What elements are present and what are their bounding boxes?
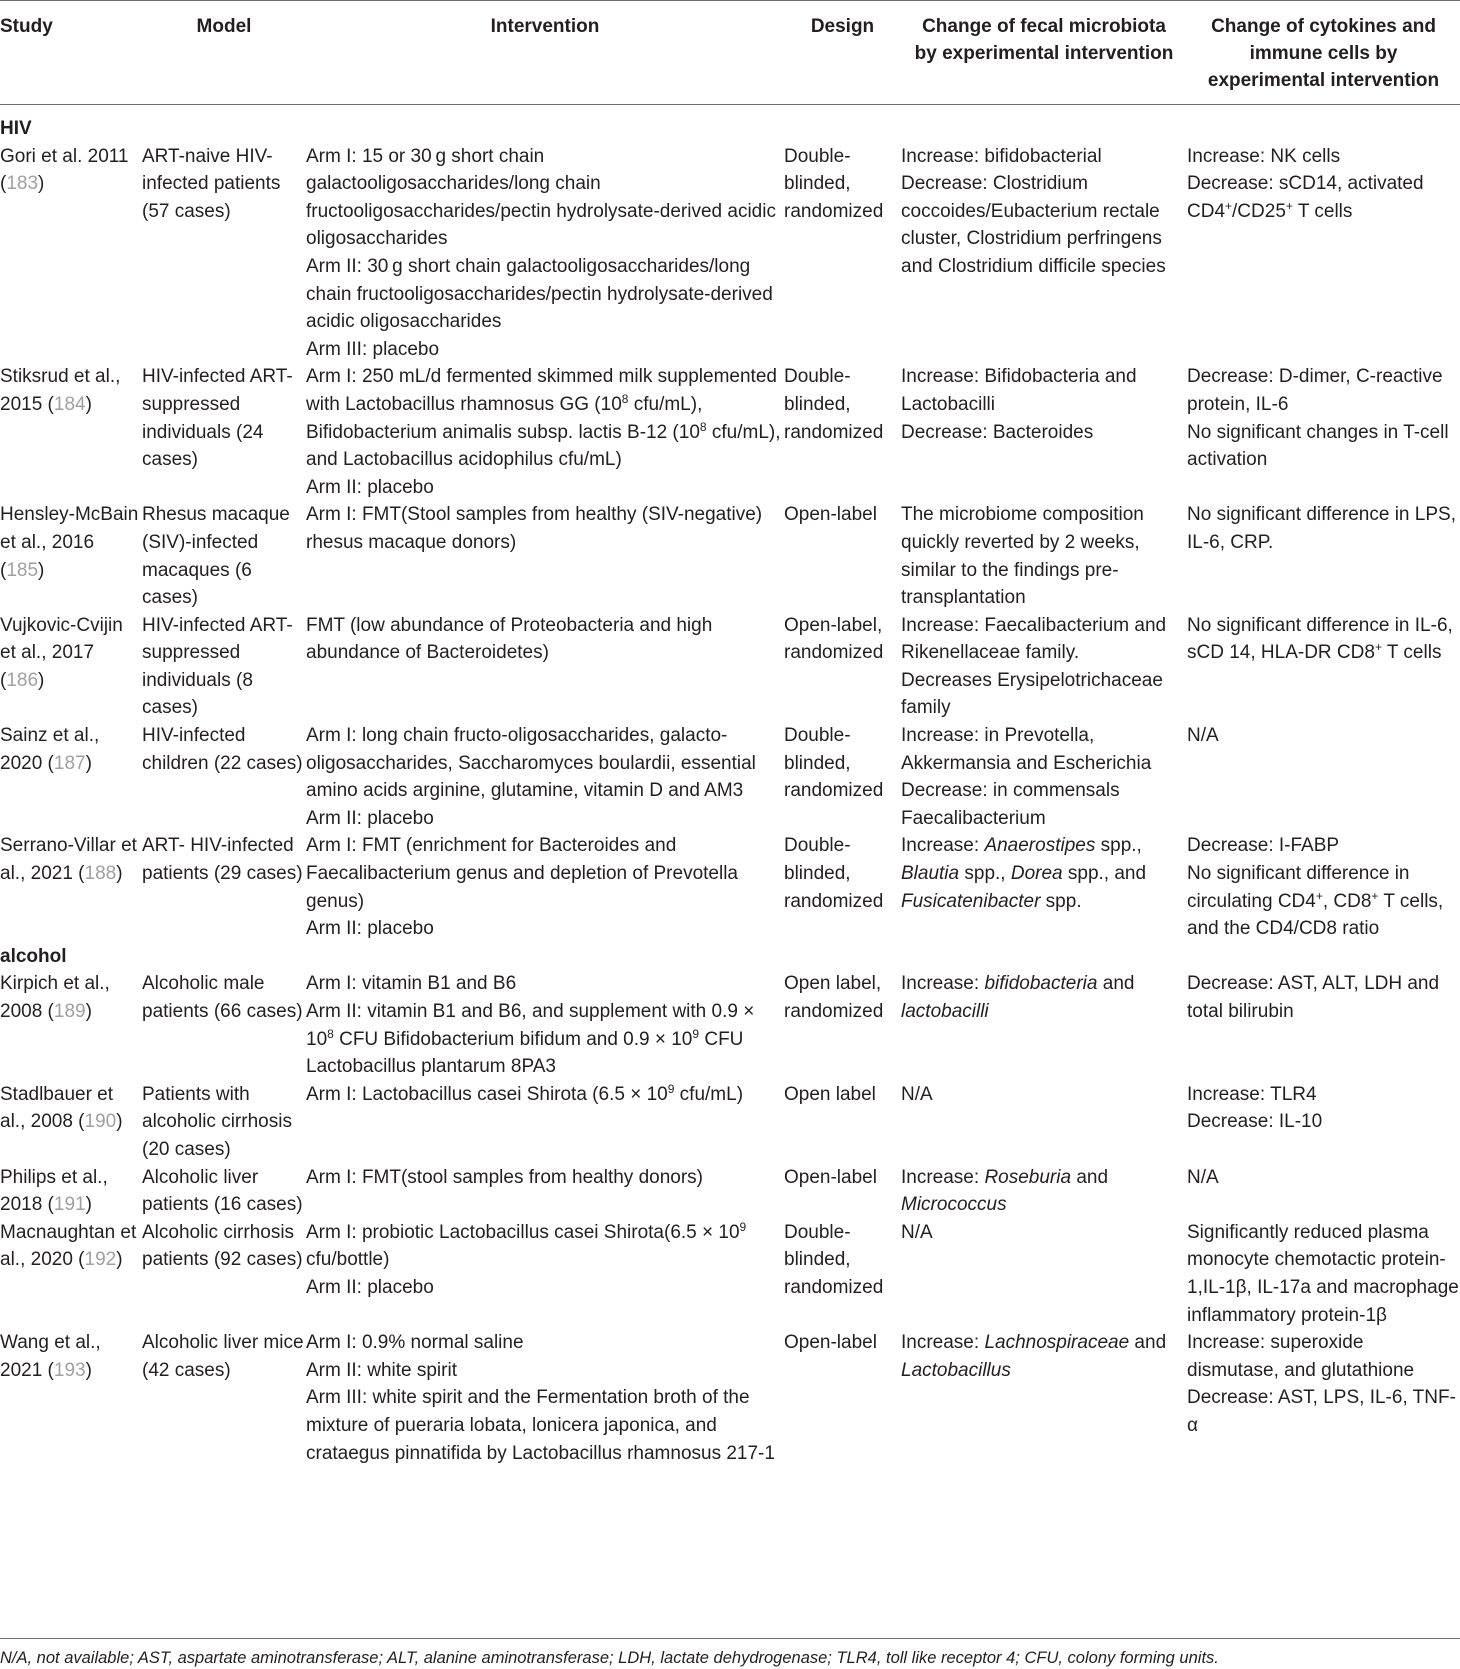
table-row [0,1329,1460,1467]
design-cell: Open-label [784,504,877,526]
microbiota-cell: Increase: Lachnospiraceae and Lactobacillus [901,1332,1167,1381]
reference-link[interactable]: 189 [53,1001,86,1022]
table-row [0,1164,1460,1219]
microbiota-cell: N/A [901,1221,933,1243]
model-cell: ART- HIV-infected patients (29 cases) [142,835,303,885]
intervention-cell: Arm I: probiotic Lactobacillus casei Shirota(6.5 × $10^9$ cfu/bottle) Arm II: placebo [306,1219,747,1298]
group-label-alcohol: alcohol [0,945,67,967]
microbiota-cell: Increase: in Prevotella, Akkermansia and Escherichia Decrease: in commensals Faecalibacterium [901,725,1152,829]
cytokines-cell: Increase: superoxide dismutase, and glutathione Decrease: AST, LPS, IL-6, TNF-α [1187,1332,1456,1436]
design-cell: Double-blinded, randomized [784,145,884,222]
microbiota-cell: Increase: Faecalibacterium and Rikenellaceae family. Decreases Erysipelotrichaceae family [901,614,1167,719]
intervention-cell: FMT (low abundance of Proteobacteria and high abundance of Bacteroidetes) [306,614,713,664]
study-cell: Sainz et al., 2020 (187) [0,725,100,774]
study-cell: Serrano-Villar et al., 2021 (188) [0,835,137,885]
model-cell: HIV-infected children (22 cases) [142,725,303,774]
microbiota-cell: Increase: Bifidobacteria and Lactobacilli Decrease: Bacteroides [901,366,1137,443]
cytokines-cell: Increase: NK cells Decrease: sCD14, activated CD4+/CD25+ T cells [1187,145,1424,222]
model-cell: Rhesus macaque (SIV)-infected macaques (6 cases) [142,504,290,609]
reference-link[interactable]: 186 [6,669,39,691]
design-cell: Double-blinded, randomized [784,1221,884,1298]
reference-link[interactable]: 191 [53,1194,86,1216]
model-cell: Patients with alcoholic cirrhosis (20 cases) [142,1083,292,1160]
reference-link[interactable]: 193 [53,1359,86,1381]
study-cell: Macnaughtan et al., 2020 (192) [0,1221,137,1271]
study-cell: Kirpich et al., 2008 (189) [0,973,110,1022]
cytokines-cell: No significant difference in LPS, IL-6, CRP. [1187,504,1456,553]
design-cell: Double-blinded, randomized [784,366,884,443]
cytokines-cell: Increase: TLR4 Decrease: IL-10 [1187,1083,1323,1133]
reference-link[interactable]: 183 [6,173,39,195]
microbiota-cell: The microbiome composition quickly reverted by 2 weeks, similar to the findings pre-transplantation [901,504,1144,609]
group-label-hiv: HIV [0,118,32,139]
intervention-cell: Arm I: FMT(Stool samples from healthy (SIV-negative) rhesus macaque donors) [306,504,763,553]
header-row [0,1,1460,105]
design-cell: Double-blinded, randomized [784,725,884,802]
table-row [0,722,1460,832]
table-row [0,612,1460,722]
header-microbiota: Change of fecal microbiota by experimental intervention [901,1,1187,105]
reference-link[interactable]: 187 [53,752,86,774]
reference-link[interactable]: 188 [84,863,117,885]
intervention-cell: Arm I: 0.9% normal saline Arm II: white spirit Arm III: white spirit and the Fermentation broth of the mixture of pueraria lobata, lonicera japonica, and crataegus pinnatifida by Lactobacillus rhamnosus 217-1 [306,1332,775,1464]
cytokines-cell: Significantly reduced plasma monocyte chemotactic protein-1,IL-1β, IL-17a and macrophage inflammatory protein-1β [1187,1221,1459,1326]
model-cell: Alcoholic cirrhosis patients (92 cases) [142,1221,303,1271]
cytokines-cell: N/A [1187,725,1219,747]
design-cell: Open label, randomized [784,973,884,1022]
study-cell: Philips et al., 2018 (191) [0,1166,108,1216]
reference-link[interactable]: 192 [84,1249,117,1271]
study-cell: Stadlbauer et al., 2008 (190) [0,1083,123,1133]
reference-link[interactable]: 185 [6,559,39,581]
intervention-cell: Arm I: long chain fructo-oligosaccharides, galacto-oligosaccharides, Saccharomyces boulardii, essential amino acids arginine, glutamine, vitamin D and AM3 Arm II: placebo [306,725,756,829]
table-row [0,832,1460,942]
model-cell: ART-naive HIV-infected patients (57 cases) [142,145,281,222]
group-row-hiv [0,105,1460,143]
study-cell: Hensley-McBain et al., 2016 (185) [0,504,139,581]
header-model: Model [142,1,306,105]
design-cell: Open-label [784,1166,877,1188]
model-cell: Alcoholic liver patients (16 cases) [142,1166,303,1216]
microbiota-cell: Increase: bifidobacterial Decrease: Clostridium coccoides/Eubacterium rectale cluster, Clostridium perfringens and Clostridium difficile species [901,145,1166,277]
reference-link[interactable]: 190 [84,1111,117,1133]
intervention-cell: Arm I: Lactobacillus casei Shirota ($6.5 \times 10^9$ cfu/mL) [306,1081,744,1105]
microbiota-cell: Increase: bifidobacteria and lactobacilli [901,973,1135,1022]
intervention-cell: Arm I: vitamin B1 and B6 Arm II: vitamin B1 and B6, and supplement with $0.9 \times 10^8$ CFU Bifidobacterium bifidum and $0.9 \times 10^9$ CFU Lactobacillus plantarum 8PA3 [306,973,755,1078]
intervention-cell: Arm I: 15 or 30 g short chain galactooligosaccharides/long chain fructooligosaccharides/pectin hydrolysate-derived acidic oligosaccharides Arm II: 30 g short chain galactooligosaccharides/long chain fructooligosaccharides/pectin hydrolysate-derived acidic oligosaccharides Arm III: placebo [306,145,776,360]
design-cell: Double-blinded, randomized [784,835,884,912]
microbiota-cell: Increase: Roseburia and Micrococcus [901,1166,1109,1216]
table-row [0,970,1460,1080]
study-cell: Stiksrud et al., 2015 (184) [0,366,121,415]
model-cell: Alcoholic male patients (66 cases) [142,973,303,1022]
model-cell: HIV-infected ART-suppressed individuals (24 cases) [142,366,293,471]
design-cell: Open label [784,1083,876,1105]
microbiota-cell: N/A [901,1083,933,1105]
study-cell: Vujkovic-Cvijin et al., 2017 (186) [0,614,123,691]
table-row [0,1081,1460,1164]
header-intervention: Intervention [306,1,784,105]
microbiota-cell: Increase: Anaerostipes spp., Blautia spp., Dorea spp., and Fusicatenibacter spp. [901,835,1147,912]
model-cell: HIV-infected ART-suppressed individuals (8 cases) [142,614,293,719]
header-design: Design [784,1,901,105]
table-row [0,143,1460,364]
header-study: Study [0,1,142,105]
intervention-cell: Arm I: FMT (enrichment for Bacteroides and Faecalibacterium genus and depletion of Prevotella genus) Arm II: placebo [306,835,738,940]
group-row-alcohol [0,943,1460,971]
model-cell: Alcoholic liver mice (42 cases) [142,1332,304,1381]
cytokines-cell: Decrease: I-FABP No significant difference in circulating CD4+, CD8+ T cells, and the CD4/CD8 ratio [1187,835,1444,940]
reference-link[interactable]: 184 [53,393,86,415]
table-row [0,501,1460,611]
table-footnote: N/A, not available; AST, aspartate aminotransferase; ALT, alanine aminotransferase; LDH, lactate dehydrogenase; TLR4, toll like receptor 4; CFU, colony forming units. [0,1638,1460,1669]
study-cell: Wang et al., 2021 (193) [0,1332,101,1381]
study-cell: Gori et al. 2011 (183) [0,145,129,195]
table-row [0,363,1460,501]
cytokines-cell: Decrease: AST, ALT, LDH and total bilirubin [1187,973,1440,1022]
cytokines-cell: No significant difference in IL-6, sCD 14, HLA-DR CD8+ T cells [1187,614,1453,664]
intervention-cell: Arm I: FMT(stool samples from healthy donors) [306,1166,703,1188]
design-cell: Open-label, randomized [784,614,884,664]
cytokines-cell: N/A [1187,1166,1219,1188]
table-row [0,1219,1460,1329]
intervention-cell: Arm I: 250 mL/d fermented skimmed milk supplemented with Lactobacillus rhamnosus GG ($10^8$ cfu/mL), Bifidobacterium animalis subsp. lactis B-12 ($10^8$ cfu/mL), and Lactobacillus acidophilus cfu/mL) Arm II: placebo [306,366,781,498]
header-cytokines: Change of cytokines and immune cells by experimental intervention [1187,1,1460,105]
design-cell: Open-label [784,1332,877,1354]
cytokines-cell: Decrease: D-dimer, C-reactive protein, IL-6 No significant changes in T-cell activation [1187,366,1449,471]
